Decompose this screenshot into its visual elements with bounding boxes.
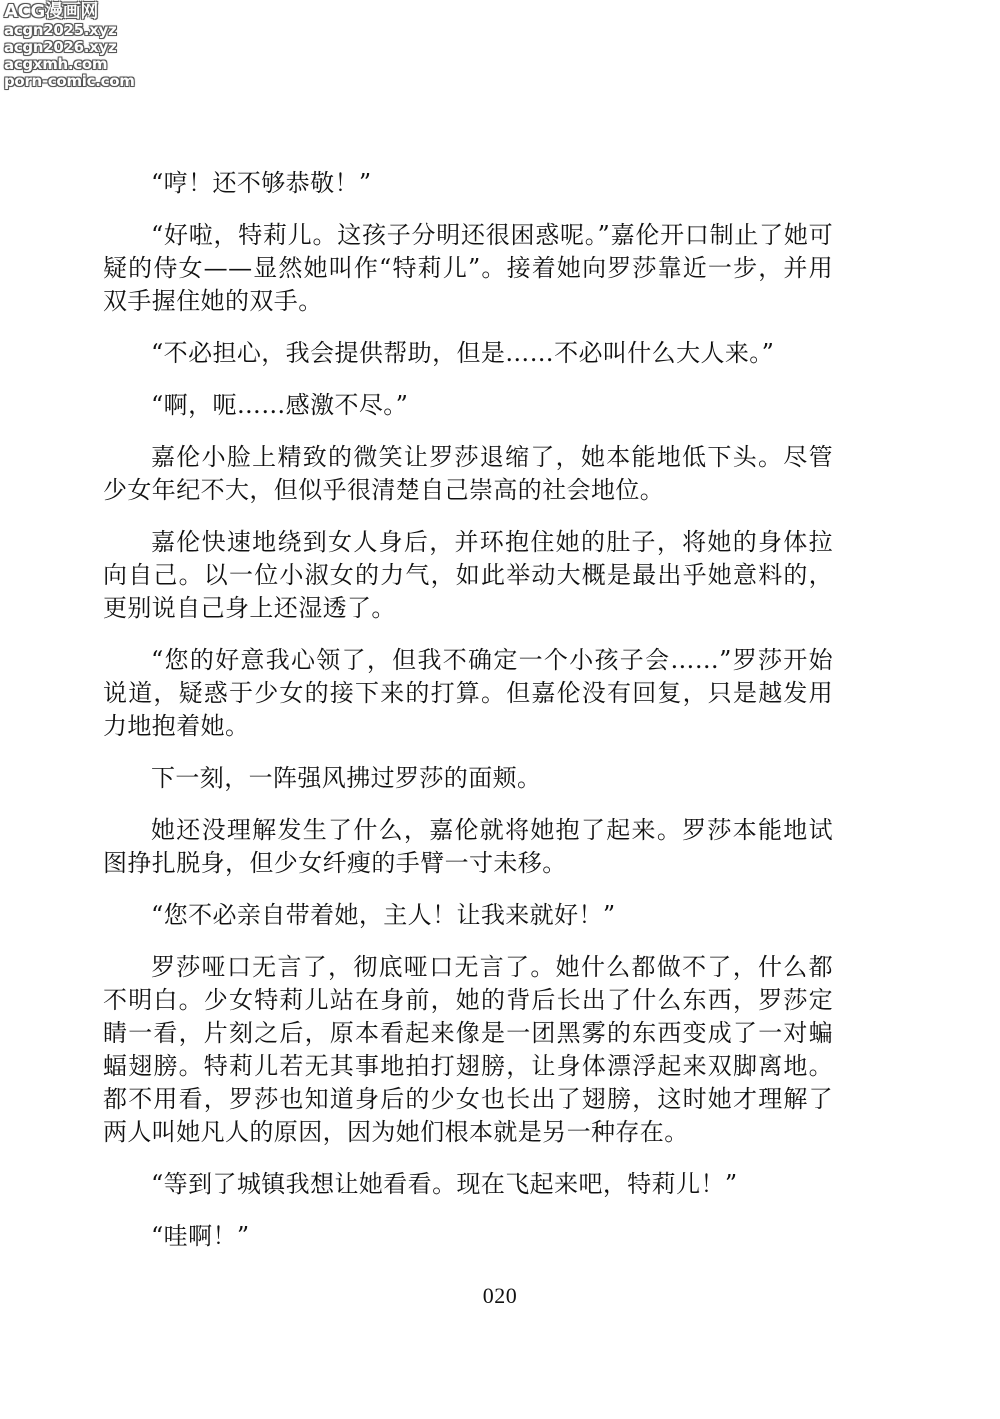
paragraph: “等到了城镇我想让她看看。现在飞起来吧，特莉儿！” <box>151 1170 738 1198</box>
paragraph: “好啦，特莉儿。这孩子分明还很困惑呢。”嘉伦开口制止了她可疑的侍女——显然她叫作“特莉儿”。接着她向罗莎靠近一步，并用双手握住她的双手。 <box>103 221 833 315</box>
watermark-line: acgn2026.xyz <box>4 38 117 56</box>
paragraph: 嘉伦小脸上精致的微笑让罗莎退缩了，她本能地低下头。尽管少女年纪不大，但似乎很清楚自己崇高的社会地位。 <box>103 443 833 504</box>
paragraph: “哼！还不够恭敬！” <box>151 169 372 197</box>
paragraph: 嘉伦快速地绕到女人身后，并环抱住她的肚子，将她的身体拉向自己。以一位小淑女的力气，如此举动大概是最出乎她意料的，更别说自己身上还湿透了。 <box>103 528 833 622</box>
page-body <box>103 167 833 1272</box>
watermark-title: ACG漫画网 <box>4 1 99 22</box>
paragraph: “不必担心，我会提供帮助，但是……不必叫什么大人来。” <box>151 339 775 367</box>
watermark-line: porn-comic.com <box>4 72 135 90</box>
page-number: 020 <box>482 1283 518 1308</box>
watermark-line: acgn2025.xyz <box>4 21 117 39</box>
paragraph: 下一刻，一阵强风拂过罗莎的面颊。 <box>151 764 542 792</box>
paragraph: “啊，呃……感激不尽。” <box>151 391 409 419</box>
paragraph: “您不必亲自带着她，主人！让我来就好！” <box>151 901 616 929</box>
watermark <box>4 2 154 90</box>
paragraph: 她还没理解发生了什么，嘉伦就将她抱了起来。罗莎本能地试图挣扎脱身，但少女纤瘦的手臂一寸未移。 <box>103 816 833 877</box>
paragraph: 罗莎哑口无言了，彻底哑口无言了。她什么都做不了，什么都不明白。少女特莉儿站在身前，她的背后长出了什么东西，罗莎定睛一看，片刻之后，原本看起来像是一团黑雾的东西变成了一对蝙蝠翅膀。特莉儿若无其事地拍打翅膀，让身体漂浮起来双脚离地。都不用看，罗莎也知道身后的少女也长出了翅膀，这时她才理解了两人叫她凡人的原因，因为她们根本就是另一种存在。 <box>103 953 833 1146</box>
paragraph: “哇啊！” <box>151 1222 250 1250</box>
watermark-line: acgxmh.com <box>4 55 108 73</box>
paragraph: “您的好意我心领了，但我不确定一个小孩子会……”罗莎开始说道，疑惑于少女的接下来的打算。但嘉伦没有回复，只是越发用力地抱着她。 <box>103 646 833 740</box>
